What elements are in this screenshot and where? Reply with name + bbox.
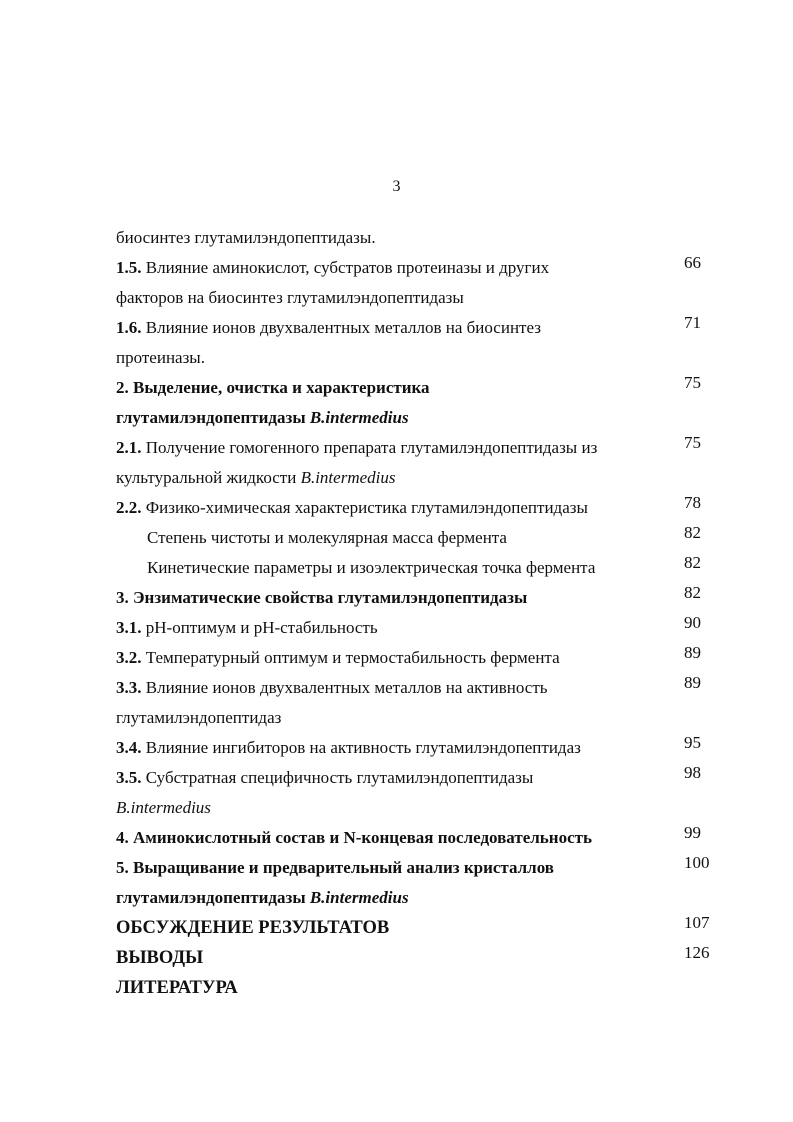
toc-entry-number: 1.6. bbox=[116, 318, 142, 337]
toc-entry-text: Температурный оптимум и термостабильность фермента bbox=[141, 648, 560, 667]
toc-entry-text: протеиназы. bbox=[116, 348, 205, 367]
toc-page-number: 75 bbox=[684, 433, 701, 452]
toc-line bbox=[116, 403, 726, 433]
toc-page-number: 126 bbox=[684, 943, 710, 962]
toc-entry-number: 2.2. bbox=[116, 498, 142, 517]
toc-entry-number: 3.4. bbox=[116, 738, 142, 757]
toc-page-number: 75 bbox=[684, 373, 701, 392]
toc-entry-species: B.intermedius bbox=[116, 798, 211, 817]
toc-entry-number: 1.5. bbox=[116, 258, 142, 277]
toc-line bbox=[116, 433, 726, 463]
toc-entry-species: B.intermedius bbox=[300, 468, 396, 487]
toc-line bbox=[116, 463, 726, 493]
toc-line bbox=[116, 883, 726, 913]
toc-page-number: 100 bbox=[684, 853, 710, 872]
toc-entry-text: глутамилэндопептидазы bbox=[116, 408, 310, 427]
toc-page-number: 82 bbox=[684, 523, 701, 542]
toc-entry-text: Влияние аминокислот, субстратов протеиназы и других bbox=[141, 258, 550, 277]
toc-entry-species: B.intermedius bbox=[309, 408, 409, 427]
toc-entry-number: 3. bbox=[116, 588, 129, 607]
toc-page-number: 107 bbox=[684, 913, 710, 932]
toc-line bbox=[116, 253, 726, 283]
toc-entry-text: Влияние ионов двухвалентных металлов на биосинтез bbox=[141, 318, 541, 337]
toc-line bbox=[116, 223, 726, 253]
toc-page-number: 66 bbox=[684, 253, 701, 272]
toc-line bbox=[116, 943, 726, 973]
toc-entry-number: 3.2. bbox=[116, 648, 142, 667]
toc-line bbox=[116, 823, 726, 853]
toc-entry-text: глутамилэндопептидазы bbox=[116, 888, 310, 907]
toc-page-number: 99 bbox=[684, 823, 701, 842]
toc-entry-text: биосинтез глутамилэндопептидазы. bbox=[116, 228, 376, 247]
toc-page-number: 82 bbox=[684, 583, 701, 602]
toc-line bbox=[116, 373, 726, 403]
toc-line bbox=[116, 763, 726, 793]
toc-entry-text: Влияние ингибиторов на активность глутамилэндопептидаз bbox=[141, 738, 581, 757]
toc-entry-text: Степень чистоты и молекулярная масса фермента bbox=[147, 528, 507, 547]
toc-line bbox=[116, 973, 726, 1003]
toc-entry-text: Кинетические параметры и изоэлектрическая точка фермента bbox=[147, 558, 596, 577]
toc-line bbox=[116, 733, 726, 763]
toc-line bbox=[116, 703, 726, 733]
toc-line bbox=[116, 313, 726, 343]
toc-entry-species: B.intermedius bbox=[309, 888, 409, 907]
toc-page-number: 89 bbox=[684, 673, 701, 692]
toc-line bbox=[116, 913, 726, 943]
toc-entry-number: 4. bbox=[116, 828, 129, 847]
toc-line bbox=[116, 583, 726, 613]
toc-page-number: 78 bbox=[684, 493, 701, 512]
toc-entry-text: ОБСУЖДЕНИЕ РЕЗУЛЬТАТОВ bbox=[116, 918, 390, 938]
toc-entry-text: Аминокислотный состав и N-концевая последовательность bbox=[128, 828, 592, 847]
toc-entry-text: ВЫВОДЫ bbox=[116, 948, 204, 968]
toc-line bbox=[116, 343, 726, 373]
toc-entry-text: Субстратная специфичность глутамилэндопептидазы bbox=[141, 768, 534, 787]
toc-entry-number: 3.1. bbox=[116, 618, 142, 637]
toc-entry-text: pH-оптимум и pH-стабильность bbox=[141, 618, 378, 637]
toc-line bbox=[116, 793, 726, 823]
toc-line bbox=[116, 673, 726, 703]
toc-line bbox=[116, 643, 726, 673]
toc-entry-number: 3.3. bbox=[116, 678, 142, 697]
toc-entry-number: 2.1. bbox=[116, 438, 142, 457]
page-number: 3 bbox=[392, 178, 401, 195]
toc-page-number: 89 bbox=[684, 643, 701, 662]
toc-line bbox=[116, 613, 726, 643]
toc-entry-text: Энзиматические свойства глутамилэндопептидазы bbox=[128, 588, 528, 607]
toc-line bbox=[116, 283, 726, 313]
toc-line bbox=[116, 493, 726, 523]
toc-entry-text: Влияние ионов двухвалентных металлов на активность bbox=[141, 678, 548, 697]
table-of-contents bbox=[116, 223, 726, 1003]
toc-entry-text: Выращивание и предварительный анализ кристаллов bbox=[128, 858, 554, 877]
toc-entry-text: Получение гомогенного препарата глутамилэндопептидазы из bbox=[141, 438, 598, 457]
toc-page-number: 98 bbox=[684, 763, 701, 782]
toc-line bbox=[116, 523, 726, 553]
toc-line bbox=[116, 853, 726, 883]
toc-entry-text: Выделение, очистка и характеристика bbox=[128, 378, 430, 397]
toc-page-number: 71 bbox=[684, 313, 701, 332]
toc-entry-text: Физико-химическая характеристика глутамилэндопептидазы bbox=[141, 498, 588, 517]
toc-entry-text: глутамилэндопептидаз bbox=[116, 708, 282, 727]
toc-entry-text: ЛИТЕРАТУРА bbox=[116, 978, 238, 998]
toc-entry-text: культуральной жидкости bbox=[116, 468, 301, 487]
toc-entry-number: 5. bbox=[116, 858, 129, 877]
toc-line bbox=[116, 553, 726, 583]
toc-entry-text: факторов на биосинтез глутамилэндопептидазы bbox=[116, 288, 464, 307]
toc-page-number: 82 bbox=[684, 553, 701, 572]
toc-entry-number: 3.5. bbox=[116, 768, 142, 787]
toc-page-number: 95 bbox=[684, 733, 701, 752]
toc-page-number: 90 bbox=[684, 613, 701, 632]
toc-entry-number: 2. bbox=[116, 378, 129, 397]
